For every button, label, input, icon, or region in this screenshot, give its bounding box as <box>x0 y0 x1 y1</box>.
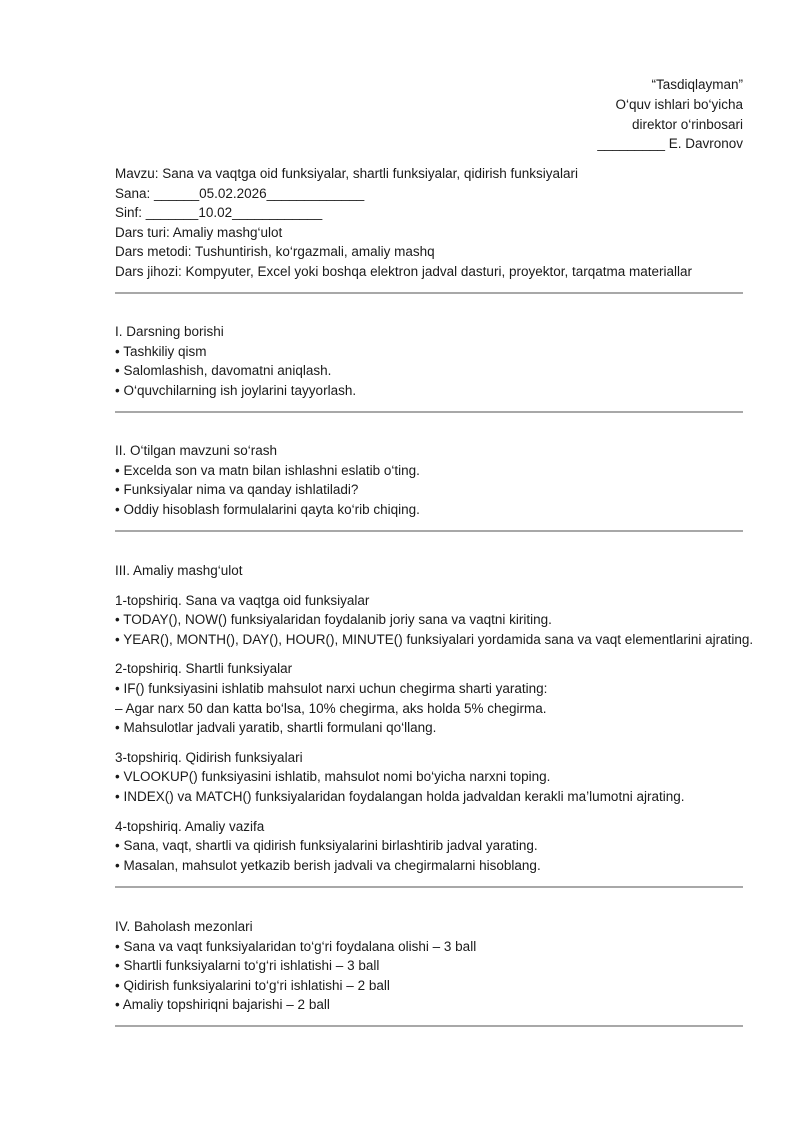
section-practice <box>115 561 755 875</box>
list-item: • Sana va vaqt funksiyalaridan to‘g‘ri foydalana olishi – 3 ball <box>115 938 477 954</box>
divider <box>115 886 743 888</box>
lesson-type: Dars turi: Amaliy mashg‘ulot <box>115 224 283 240</box>
approval-signature: _________ E. Davronov <box>597 136 743 152</box>
list-item: • VLOOKUP() funksiyasini ishlatib, mahsulot nomi bo‘yicha narxni toping. <box>115 769 551 785</box>
lesson-equipment: Dars jihozi: Kompyuter, Excel yoki boshqa elektron jadval dasturi, proyektor, tarqatma materiallar <box>115 263 693 279</box>
section-heading: I. Darsning borishi <box>115 324 224 339</box>
list-item: – Agar narx 50 dan katta bo‘lsa, 10% chegirma, aks holda 5% chegirma. <box>115 700 547 716</box>
task-title: 2-topshiriq. Shartli funksiyalar <box>115 661 293 677</box>
lesson-meta <box>115 164 755 282</box>
section-heading: IV. Baholash mezonlari <box>115 919 253 934</box>
list-item: • Qidirish funksiyalarini to‘g‘ri ishlatishi – 2 ball <box>115 977 390 993</box>
divider <box>115 530 743 532</box>
list-item: • O‘quvchilarning ish joylarini tayyorlash. <box>115 382 357 398</box>
lesson-class: Sinf: _______10.02____________ <box>115 205 323 221</box>
lesson-date: Sana: ______05.02.2026_____________ <box>115 185 365 201</box>
list-item: • IF() funksiyasini ishlatib mahsulot narxi uchun chegirma sharti yarating: <box>115 680 548 696</box>
lesson-topic: Mavzu: Sana va vaqtga oid funksiyalar, shartli funksiyalar, qidirish funksiyalari <box>115 166 578 181</box>
approval-title: “Tasdiqlayman” <box>651 77 743 92</box>
section-heading: III. Amaliy mashg‘ulot <box>115 563 243 578</box>
list-item: • Tashkiliy qism <box>115 343 207 359</box>
approval-block <box>597 75 743 154</box>
section-assessment <box>115 917 755 1015</box>
list-item: • Mahsulotlar jadvali yaratib, shartli formulani qo‘llang. <box>115 720 437 736</box>
list-item: • Masalan, mahsulot yetkazib berish jadvali va chegirmalarni hisoblang. <box>115 857 541 873</box>
divider <box>115 411 743 413</box>
task-3 <box>115 748 755 807</box>
task-title: 3-topshiriq. Qidirish funksiyalari <box>115 749 303 765</box>
approval-line-2: direktor o‘rinbosari <box>631 116 743 132</box>
list-item: • Oddiy hisoblash formulalarini qayta ko‘rib chiqing. <box>115 501 420 517</box>
list-item: • YEAR(), MONTH(), DAY(), HOUR(), MINUTE() funksiyalari yordamida sana va vaqt elementlarini ajrating. <box>115 631 754 647</box>
list-item: • Funksiyalar nima va qanday ishlatiladi? <box>115 482 359 498</box>
divider <box>115 1025 743 1027</box>
list-item: • Salomlashish, davomatni aniqlash. <box>115 363 332 379</box>
task-title: 1-topshiriq. Sana va vaqtga oid funksiyalar <box>115 592 370 608</box>
section-lesson-flow <box>115 322 755 400</box>
list-item: • Shartli funksiyalarni to‘g‘ri ishlatishi – 3 ball <box>115 958 380 974</box>
list-item: • INDEX() va MATCH() funksiyalaridan foydalangan holda jadvaldan kerakli ma’lumotni ajrating. <box>115 788 685 804</box>
list-item: • TODAY(), NOW() funksiyalaridan foydalanib joriy sana va vaqtni kiriting. <box>115 612 552 628</box>
section-heading: II. O‘tilgan mavzuni so‘rash <box>115 443 278 458</box>
task-1 <box>115 591 755 650</box>
task-title: 4-topshiriq. Amaliy vazifa <box>115 818 265 834</box>
task-2 <box>115 659 755 737</box>
task-4 <box>115 817 755 876</box>
list-item: • Amaliy topshiriqni bajarishi – 2 ball <box>115 997 330 1013</box>
approval-line-1: O‘quv ishlari bo‘yicha <box>615 96 743 112</box>
lesson-method: Dars metodi: Tushuntirish, ko‘rgazmali, amaliy mashq <box>115 244 435 260</box>
list-item: • Sana, vaqt, shartli va qidirish funksiyalarini birlashtirib jadval yarating. <box>115 838 538 854</box>
list-item: • Excelda son va matn bilan ishlashni eslatib o‘ting. <box>115 462 420 478</box>
section-review <box>115 441 755 519</box>
divider <box>115 292 743 294</box>
